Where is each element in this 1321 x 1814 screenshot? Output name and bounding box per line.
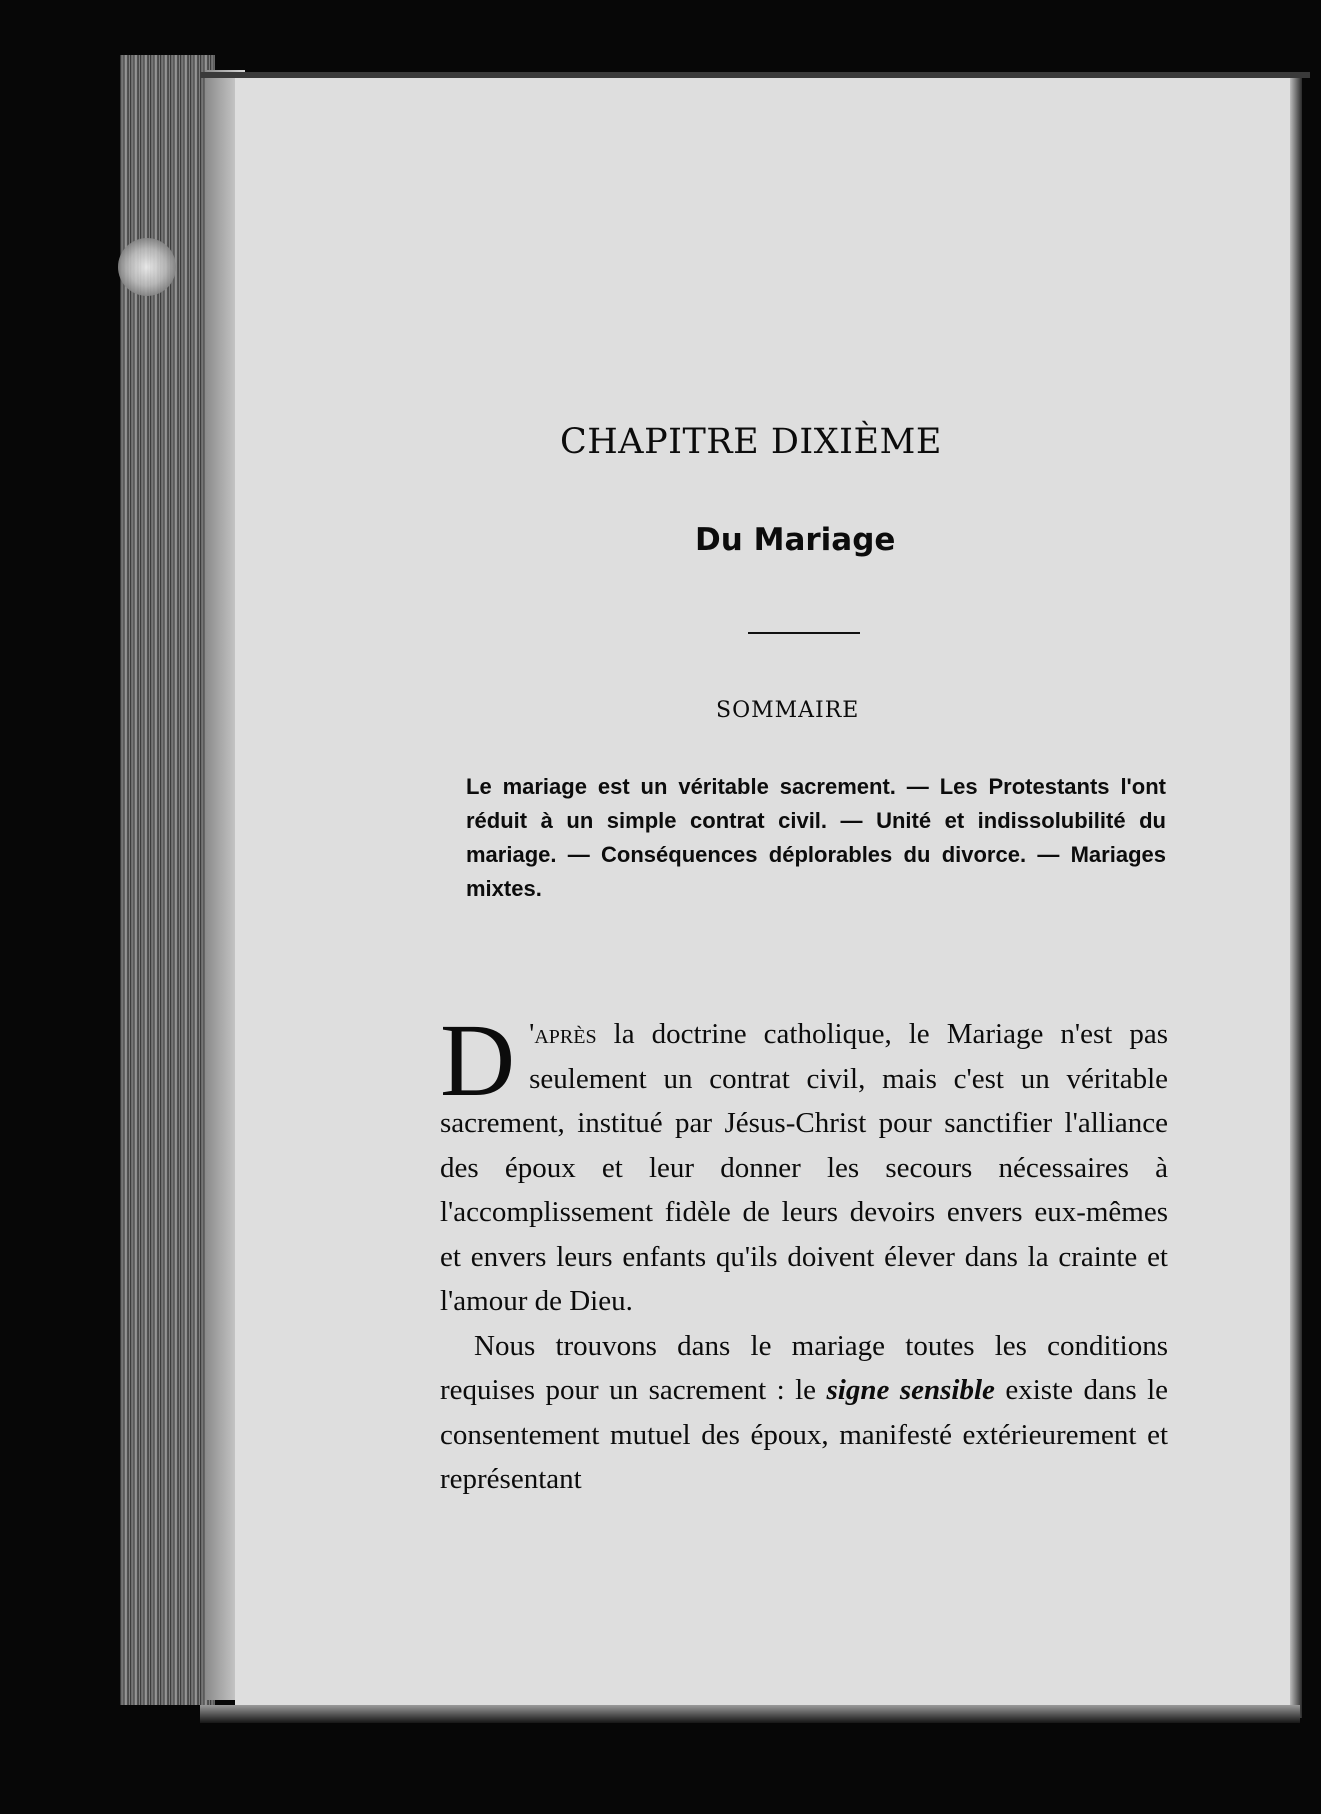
paragraph-2-end: existe dans le consentement mutuel des époux, manifesté extérieurement et représentant bbox=[440, 1374, 1169, 1495]
paragraph-2-start: Nous trouvons dans le mariage toutes les conditions requises pour un sacrement : le bbox=[440, 1329, 1168, 1406]
body-text bbox=[440, 1003, 1169, 1502]
sommaire-heading: SOMMAIRE bbox=[716, 698, 860, 723]
first-word-rest: 'après bbox=[529, 1018, 597, 1050]
page-bottom-edge bbox=[200, 1705, 1300, 1723]
paragraph-1 bbox=[440, 1003, 1169, 1324]
paper-stain bbox=[118, 238, 176, 296]
chapter-subtitle: Du Mariage bbox=[695, 522, 896, 558]
page-stack-edge bbox=[120, 55, 215, 1705]
drop-cap: D bbox=[440, 1003, 516, 1118]
title-divider bbox=[748, 632, 860, 634]
page-right-edge bbox=[1290, 78, 1302, 1718]
paragraph-2-italic: signe sensible bbox=[826, 1374, 995, 1406]
paragraph-2 bbox=[440, 1324, 1168, 1502]
paragraph-1-text: la doctrine catholique, le Mariage n'est pas seulement un contrat civil, mais c'est un véritable sacrement, institué par Jésus-Christ pour sanctifier l'alliance des époux et leur donner les secours nécessaires à l'accomplissement fidèle de leurs devoirs envers eux-mêmes et envers leurs enfants qu'ils doivent élever dans la crainte et l'amour de Dieu. bbox=[440, 1018, 1169, 1317]
chapter-title: CHAPITRE DIXIÈME bbox=[560, 422, 942, 462]
sommaire-text: Le mariage est un véritable sacrement. — Les Protestants l'ont réduit à un simple contrat civil. — Unité et indissolubilité du mariage. — Conséquences déplorables du divorce. — Mariages mixtes. bbox=[466, 774, 1166, 901]
